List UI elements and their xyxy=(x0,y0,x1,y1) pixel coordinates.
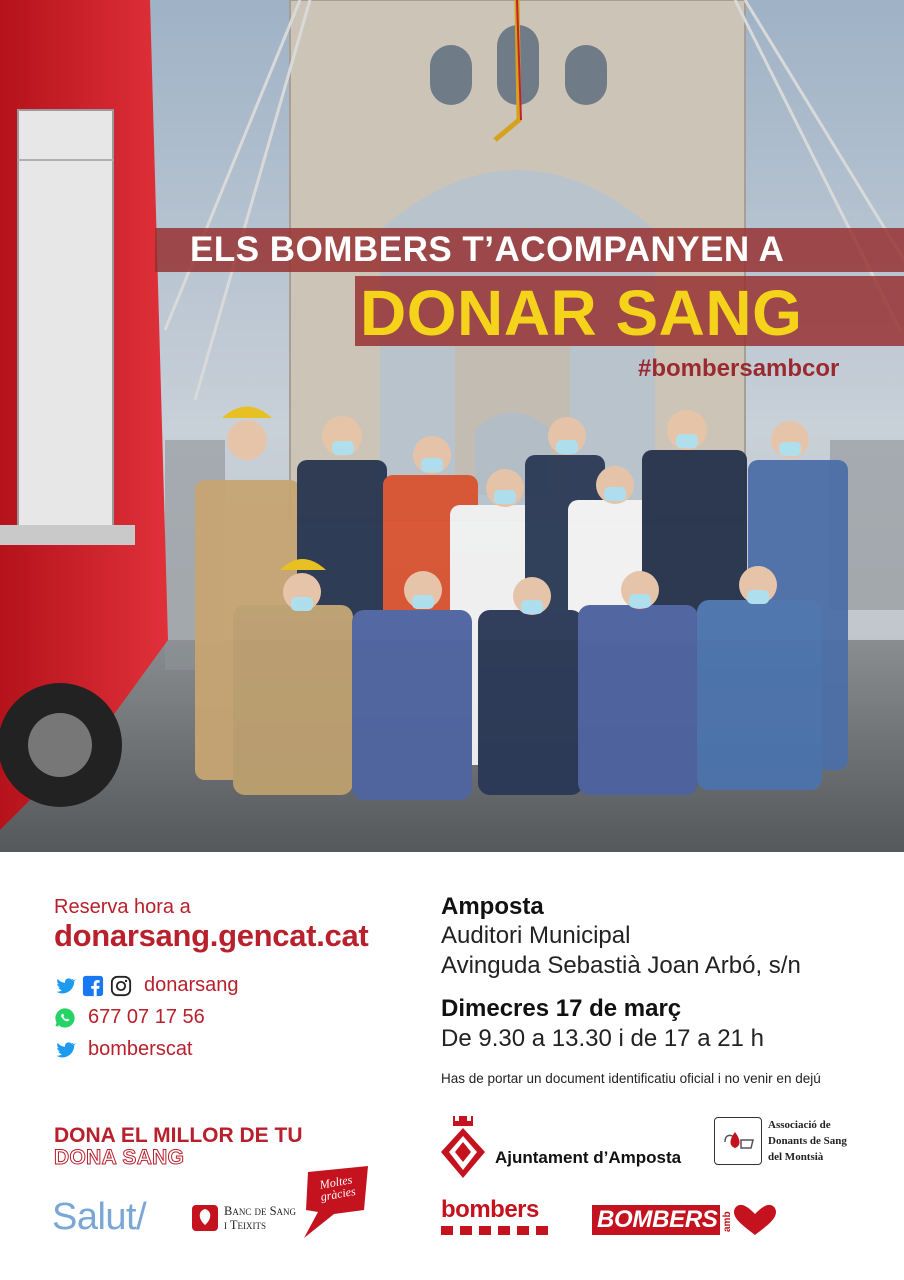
salut-logo: Salut/ xyxy=(52,1196,147,1238)
social-row-donarsang xyxy=(54,974,239,997)
social-row-bomberscat xyxy=(54,1038,193,1061)
banc-sang-logo xyxy=(192,1204,296,1232)
bomberscat-handle[interactable]: bomberscat xyxy=(88,1038,193,1060)
instagram-icon xyxy=(110,975,132,997)
event-venue: Auditori Municipal xyxy=(441,922,631,949)
reserve-label: Reserva hora a xyxy=(54,896,191,918)
moltes-gracies-text: Moltes gràcies xyxy=(318,1172,357,1204)
hashtag: #bombersambcor xyxy=(638,355,840,382)
event-hours: De 9.30 a 13.30 i de 17 a 21 h xyxy=(441,1025,764,1052)
headline-line2: DONAR SANG xyxy=(360,277,803,349)
assoc-donants-name xyxy=(768,1117,847,1165)
blood-drop-icon xyxy=(715,1118,760,1163)
social-row-whatsapp xyxy=(54,1006,205,1029)
assoc-line1: Associació de xyxy=(768,1119,831,1131)
event-date: Dimecres 17 de març xyxy=(441,995,682,1022)
assoc-donants-logo xyxy=(714,1117,762,1165)
bombers-amb-text: BOMBERS xyxy=(597,1206,718,1233)
bombers-logo-text: bombers xyxy=(441,1196,539,1223)
event-city: Amposta xyxy=(441,893,544,920)
assoc-line2: Donants de Sang xyxy=(768,1135,847,1147)
whatsapp-icon xyxy=(54,1007,76,1029)
ajuntament-amposta-logo: Ajuntament d’Amposta xyxy=(495,1148,682,1167)
banc-sang-line2: i Teixits xyxy=(224,1218,267,1232)
banc-sang-icon xyxy=(192,1205,218,1231)
donarsang-handle[interactable]: donarsang xyxy=(144,974,239,996)
reserve-url-link[interactable]: donarsang.gencat.cat xyxy=(54,918,369,953)
amposta-coat-of-arms-icon xyxy=(439,1116,487,1180)
headline-line1: ELS BOMBERS T’ACOMPANYEN A xyxy=(190,230,785,269)
twitter-icon xyxy=(54,975,76,997)
assoc-line3: del Montsià xyxy=(768,1151,824,1163)
banc-sang-line1: Banc de Sang xyxy=(224,1204,297,1218)
whatsapp-phone[interactable]: 677 07 17 56 xyxy=(88,1006,205,1028)
twitter-icon xyxy=(54,1039,76,1061)
facebook-icon xyxy=(82,975,104,997)
event-address: Avinguda Sebastià Joan Arbó, s/n xyxy=(441,952,801,979)
event-note: Has de portar un document identificatiu oficial i no venir en dejú xyxy=(441,1071,821,1086)
amb-text: amb xyxy=(722,1211,733,1232)
slogan-line2: DONA SANG xyxy=(54,1146,185,1169)
slogan-line1: DONA EL MILLOR DE TU xyxy=(54,1124,303,1147)
